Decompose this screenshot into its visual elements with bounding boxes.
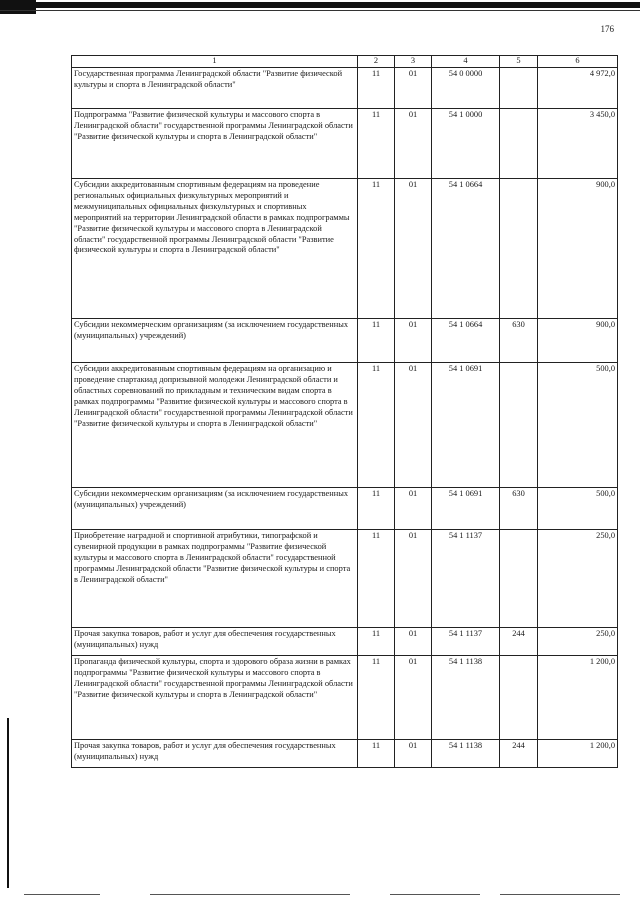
row-name-cell: Прочая закупка товаров, работ и услуг для обеспечения государственных (муниципальных) нужд [72,739,358,767]
subsection-cell: 01 [395,739,432,767]
page-number: 176 [600,24,614,34]
scan-top-border [0,0,640,10]
amount-cell: 500,0 [538,487,618,529]
target-article-cell: 54 1 1137 [432,627,500,655]
expense-type-cell: 244 [500,627,538,655]
row-name-cell: Субсидии некоммерческим организациям (за исключением государственных (муниципальных) учреждений) [72,318,358,362]
amount-cell: 900,0 [538,318,618,362]
table-row [72,487,618,529]
expense-type-cell: 630 [500,318,538,362]
expense-type-cell [500,178,538,318]
table-header-row [72,56,618,68]
amount-cell: 250,0 [538,529,618,627]
column-header: 6 [538,56,618,68]
subsection-cell: 01 [395,487,432,529]
row-name-cell: Субсидии аккредитованным спортивным федерациям на организацию и проведение спартакиад допризывной молодежи Ленинградской области и областных соревнований по прикладным и техническим видам спорта в рамках подпрограммы "Развитие физической культуры и массового спорта в Ленинградской области" государственной программы Ленинградской области "Развитие физической культуры и спорта в Ленинградской области" [72,362,358,487]
section-cell: 11 [358,487,395,529]
column-header: 1 [72,56,358,68]
target-article-cell: 54 1 0691 [432,487,500,529]
row-name-cell: Прочая закупка товаров, работ и услуг для обеспечения государственных (муниципальных) нужд [72,627,358,655]
table-row [72,739,618,767]
scan-margin-mark [7,718,9,888]
amount-cell: 1 200,0 [538,739,618,767]
table-row [72,529,618,627]
scan-top-thick-line [0,2,640,8]
expense-type-cell [500,362,538,487]
table-row [72,67,618,108]
amount-cell: 500,0 [538,362,618,487]
target-article-cell: 54 1 1137 [432,529,500,627]
subsection-cell: 01 [395,627,432,655]
scan-bottom-rule [500,894,620,895]
row-name-cell: Государственная программа Ленинградской области "Развитие физической культуры и спорта в Ленинградской области" [72,67,358,108]
section-cell: 11 [358,108,395,178]
target-article-cell: 54 1 1138 [432,655,500,739]
target-article-cell: 54 1 1138 [432,739,500,767]
target-article-cell: 54 0 0000 [432,67,500,108]
row-name-cell: Субсидии некоммерческим организациям (за исключением государственных (муниципальных) учреждений) [72,487,358,529]
target-article-cell: 54 1 0691 [432,362,500,487]
subsection-cell: 01 [395,108,432,178]
target-article-cell: 54 1 0664 [432,178,500,318]
subsection-cell: 01 [395,362,432,487]
row-name-cell: Субсидии аккредитованным спортивным федерациям на проведение региональных официальных физкультурных мероприятий и межмуниципальных официальных физкультурных и спортивных мероприятий на территории Ленинградской области в рамках подпрограммы "Развитие физической культуры и массового спорта в Ленинградской области" государственной программы Ленинградской области "Развитие физической культуры и спорта в Ленинградской области" [72,178,358,318]
expense-type-cell: 244 [500,739,538,767]
amount-cell: 900,0 [538,178,618,318]
expense-type-cell [500,529,538,627]
target-article-cell: 54 1 0000 [432,108,500,178]
column-header: 2 [358,56,395,68]
section-cell: 11 [358,178,395,318]
table-row [72,318,618,362]
scan-bottom-rule [390,894,480,895]
section-cell: 11 [358,362,395,487]
section-cell: 11 [358,318,395,362]
table-row [72,108,618,178]
budget-table [71,55,618,768]
expense-type-cell [500,67,538,108]
table-row [72,627,618,655]
column-header: 5 [500,56,538,68]
table-row [72,362,618,487]
table-row [72,655,618,739]
scan-bottom-rule [24,894,100,895]
amount-cell: 250,0 [538,627,618,655]
expense-type-cell [500,655,538,739]
subsection-cell: 01 [395,655,432,739]
section-cell: 11 [358,627,395,655]
scan-top-thin-line [0,10,640,11]
amount-cell: 3 450,0 [538,108,618,178]
subsection-cell: 01 [395,529,432,627]
table-row [72,178,618,318]
amount-cell: 4 972,0 [538,67,618,108]
section-cell: 11 [358,655,395,739]
subsection-cell: 01 [395,178,432,318]
row-name-cell: Подпрограмма "Развитие физической культуры и массового спорта в Ленинградской области" государственной программы Ленинградской области "Развитие физической культуры и спорта в Ленинградской области" [72,108,358,178]
subsection-cell: 01 [395,318,432,362]
section-cell: 11 [358,739,395,767]
amount-cell: 1 200,0 [538,655,618,739]
target-article-cell: 54 1 0664 [432,318,500,362]
subsection-cell: 01 [395,67,432,108]
column-header: 3 [395,56,432,68]
column-header: 4 [432,56,500,68]
scan-bottom-rule [150,894,350,895]
expense-type-cell: 630 [500,487,538,529]
expense-type-cell [500,108,538,178]
section-cell: 11 [358,529,395,627]
row-name-cell: Пропаганда физической культуры, спорта и здорового образа жизни в рамках подпрограммы "Развитие физической культуры и массового спорта в Ленинградской области" государственной программы Ленинградской области "Развитие физической культуры и спорта в Ленинградской области" [72,655,358,739]
section-cell: 11 [358,67,395,108]
row-name-cell: Приобретение наградной и спортивной атрибутики, типографской и сувенирной продукции в рамках подпрограммы "Развитие физической культуры и массового спорта в Ленинградской области" государственной программы Ленинградской области "Развитие физической культуры и спорта в Ленинградской области" [72,529,358,627]
